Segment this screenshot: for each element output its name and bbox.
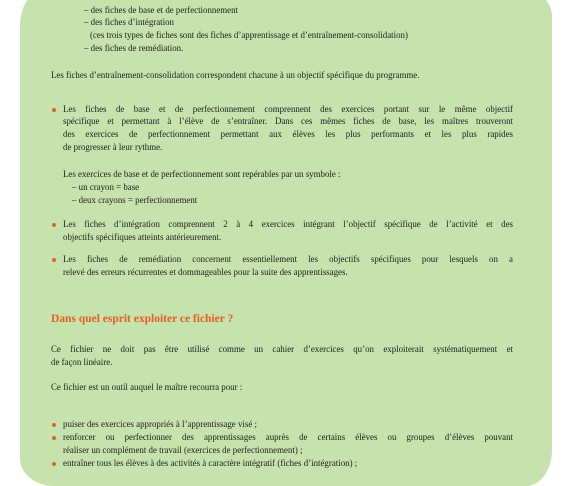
list-item: – des fiches de base et de perfectionnement <box>84 5 239 15</box>
paragraph-line: spécifique et permettant à l’élève de s’entraîner. Dans ces mêmes fiches de base, les maîtres trouveront <box>63 116 513 126</box>
paragraph: Les exercices de base et de perfectionnement sont repérables par un symbole : <box>63 169 341 179</box>
bullet-icon <box>52 423 56 427</box>
section-heading: Dans quel esprit exploiter ce fichier ? <box>51 313 234 325</box>
bullet-icon <box>52 258 56 262</box>
paragraph-line: Ce fichier ne doit pas être utilisé comme un cahier d’exercices qu’on exploiterait systématiquement et <box>51 344 513 354</box>
bullet-icon <box>52 462 56 466</box>
paragraph-line: de progresser à leur rythme. <box>63 142 163 152</box>
bullet-icon <box>52 436 56 440</box>
list-item: – des fiches d’intégration <box>84 17 174 27</box>
paragraph: Les fiches d’entraînement-consolidation correspondent chacune à un objectif spécifique du programme. <box>51 70 420 80</box>
list-item: renforcer ou perfectionner des apprentissages auprès de certains élèves ou groupes d’élèves pouvant <box>63 432 513 442</box>
bullet-icon <box>52 108 56 112</box>
paragraph: Ce fichier est un outil auquel le maître recourra pour : <box>51 382 243 392</box>
list-item: – un crayon = base <box>72 182 140 192</box>
list-item: – des fiches de remédiation. <box>84 43 184 53</box>
paragraph-line: Les fiches d’intégration comprennent 2 à 4 exercices intégrant l’objectif spécifique de l’activité et des <box>63 219 513 229</box>
list-item: entraîner tous les élèves à des activités à caractère intégratif (fiches d’intégration) ; <box>63 458 358 468</box>
list-item: – deux crayons = perfectionnement <box>72 195 198 205</box>
bullet-icon <box>52 223 56 227</box>
list-item-note: (ces trois types de fiches sont des fiches d’apprentissage et d’entraînement-consolidation) <box>90 30 408 40</box>
paragraph-line: des exercices de perfectionnement permettant aux élèves les plus performants et les plus rapides <box>63 129 513 139</box>
paragraph-line: de façon linéaire. <box>51 357 113 367</box>
paragraph-line: relevé des erreurs récurrentes et dommageables pour la suite des apprentissages. <box>63 267 348 277</box>
paragraph-line: objectifs spécifiques atteints antérieurement. <box>63 232 222 242</box>
paragraph-line: Les fiches de base et de perfectionnement comprennent des exercices portant sur le même objectif <box>63 104 513 114</box>
list-item: puiser des exercices appropriés à l’apprentissage visé ; <box>63 419 257 429</box>
paragraph-line: Les fiches de remédiation concernent essentiellement les objectifs spécifiques pour lesquels on a <box>63 254 513 264</box>
list-item: réaliser un complément de travail (exercices de perfectionnement) ; <box>63 445 303 455</box>
